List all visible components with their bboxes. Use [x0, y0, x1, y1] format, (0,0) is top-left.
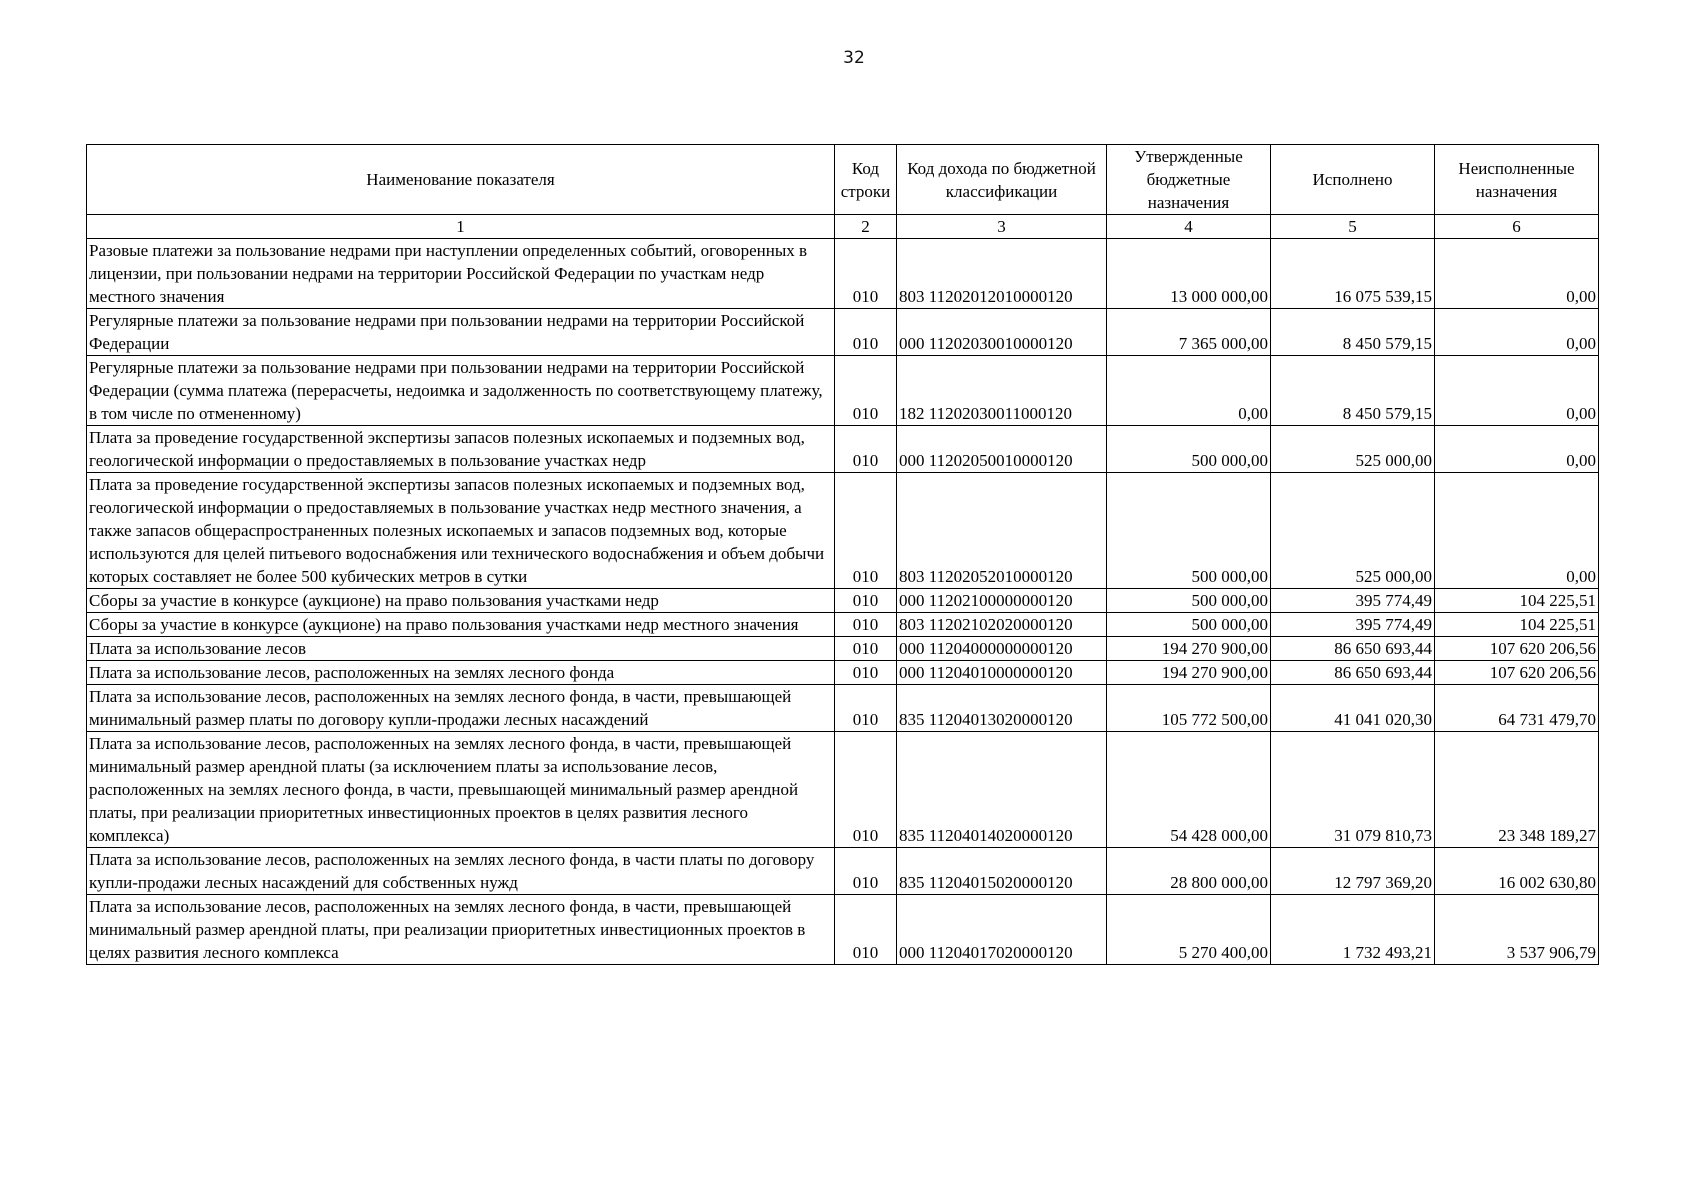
executed-amount: 395 774,49 — [1271, 613, 1435, 637]
income-code: 000 11202100000000120 — [897, 589, 1107, 613]
income-code: 803 11202102020000120 — [897, 613, 1107, 637]
executed-amount: 86 650 693,44 — [1271, 661, 1435, 685]
column-number: 1 — [87, 215, 835, 239]
unexecuted-amount: 107 620 206,56 — [1435, 637, 1599, 661]
approved-amount: 13 000 000,00 — [1107, 239, 1271, 309]
income-code: 000 11202050010000120 — [897, 426, 1107, 473]
page-number: 32 — [843, 48, 865, 68]
header-income-code: Код дохода по бюджетной классификации — [897, 145, 1107, 215]
indicator-name: Плата за использование лесов, расположенных на землях лесного фонда, в части платы по договору купли-продажи лесных насаждений для собственных нужд — [87, 848, 835, 895]
header-executed: Исполнено — [1271, 145, 1435, 215]
executed-amount: 12 797 369,20 — [1271, 848, 1435, 895]
unexecuted-amount: 0,00 — [1435, 309, 1599, 356]
executed-amount: 525 000,00 — [1271, 426, 1435, 473]
table-row — [87, 732, 1599, 848]
indicator-name: Плата за проведение государственной экспертизы запасов полезных ископаемых и подземных вод, геологической информации о предоставляемых в пользование участках недр местного значения, а также запасов общераспространенных полезных ископаемых и запасов подземных вод, которые используются для целей питьевого водоснабжения или технического водоснабжения и объем добычи которых составляет не более 500 кубических метров в сутки — [87, 473, 835, 589]
executed-amount: 31 079 810,73 — [1271, 732, 1435, 848]
income-code: 803 11202012010000120 — [897, 239, 1107, 309]
approved-amount: 105 772 500,00 — [1107, 685, 1271, 732]
executed-amount: 1 732 493,21 — [1271, 895, 1435, 965]
approved-amount: 500 000,00 — [1107, 473, 1271, 589]
approved-amount: 500 000,00 — [1107, 613, 1271, 637]
executed-amount: 41 041 020,30 — [1271, 685, 1435, 732]
row-code: 010 — [835, 661, 897, 685]
income-code: 000 11204010000000120 — [897, 661, 1107, 685]
income-code: 182 11202030011000120 — [897, 356, 1107, 426]
income-code: 835 11204013020000120 — [897, 685, 1107, 732]
row-code: 010 — [835, 356, 897, 426]
approved-amount: 194 270 900,00 — [1107, 637, 1271, 661]
approved-amount: 54 428 000,00 — [1107, 732, 1271, 848]
approved-amount: 7 365 000,00 — [1107, 309, 1271, 356]
indicator-name: Плата за использование лесов, расположенных на землях лесного фонда, в части, превышающей минимальный размер арендной платы, при реализации приоритетных инвестиционных проектов в целях развития лесного комплекса — [87, 895, 835, 965]
row-code: 010 — [835, 685, 897, 732]
income-code: 835 11204014020000120 — [897, 732, 1107, 848]
column-number: 6 — [1435, 215, 1599, 239]
table-row — [87, 637, 1599, 661]
approved-amount: 500 000,00 — [1107, 426, 1271, 473]
budget-execution-table — [86, 144, 1599, 965]
income-code: 000 11204017020000120 — [897, 895, 1107, 965]
income-code: 835 11204015020000120 — [897, 848, 1107, 895]
table-row — [87, 239, 1599, 309]
column-number: 2 — [835, 215, 897, 239]
indicator-name: Плата за проведение государственной экспертизы запасов полезных ископаемых и подземных вод, геологической информации о предоставляемых в пользование участках недр — [87, 426, 835, 473]
executed-amount: 395 774,49 — [1271, 589, 1435, 613]
table-row — [87, 473, 1599, 589]
approved-amount: 0,00 — [1107, 356, 1271, 426]
unexecuted-amount: 64 731 479,70 — [1435, 685, 1599, 732]
table-row — [87, 356, 1599, 426]
indicator-name: Плата за использование лесов — [87, 637, 835, 661]
income-code: 000 11204000000000120 — [897, 637, 1107, 661]
table-row — [87, 426, 1599, 473]
unexecuted-amount: 0,00 — [1435, 426, 1599, 473]
unexecuted-amount: 104 225,51 — [1435, 589, 1599, 613]
unexecuted-amount: 0,00 — [1435, 356, 1599, 426]
table-row — [87, 895, 1599, 965]
table-row — [87, 848, 1599, 895]
column-number: 3 — [897, 215, 1107, 239]
table-row — [87, 309, 1599, 356]
column-number-row — [87, 215, 1599, 239]
row-code: 010 — [835, 473, 897, 589]
row-code: 010 — [835, 732, 897, 848]
indicator-name: Плата за использование лесов, расположенных на землях лесного фонда, в части, превышающей минимальный размер платы по договору купли-продажи лесных насаждений — [87, 685, 835, 732]
header-row — [87, 145, 1599, 215]
income-code: 803 11202052010000120 — [897, 473, 1107, 589]
executed-amount: 8 450 579,15 — [1271, 356, 1435, 426]
approved-amount: 5 270 400,00 — [1107, 895, 1271, 965]
unexecuted-amount: 23 348 189,27 — [1435, 732, 1599, 848]
indicator-name: Плата за использование лесов, расположенных на землях лесного фонда, в части, превышающей минимальный размер арендной платы (за исключением платы за использование лесов, расположенных на землях лесного фонда, в части, превышающей минимальный размер арендной платы, при реализации приоритетных инвестиционных проектов в целях развития лесного комплекса) — [87, 732, 835, 848]
executed-amount: 16 075 539,15 — [1271, 239, 1435, 309]
indicator-name: Регулярные платежи за пользование недрами при пользовании недрами на территории Российской Федерации (сумма платежа (перерасчеты, недоимка и задолженность по соответствующему платежу, в том числе по отмененному) — [87, 356, 835, 426]
header-row-code: Код строки — [835, 145, 897, 215]
table-row — [87, 613, 1599, 637]
approved-amount: 500 000,00 — [1107, 589, 1271, 613]
executed-amount: 525 000,00 — [1271, 473, 1435, 589]
indicator-name: Регулярные платежи за пользование недрами при пользовании недрами на территории Российской Федерации — [87, 309, 835, 356]
approved-amount: 28 800 000,00 — [1107, 848, 1271, 895]
table-row — [87, 661, 1599, 685]
row-code: 010 — [835, 895, 897, 965]
income-code: 000 11202030010000120 — [897, 309, 1107, 356]
row-code: 010 — [835, 848, 897, 895]
row-code: 010 — [835, 613, 897, 637]
row-code: 010 — [835, 309, 897, 356]
table-row — [87, 589, 1599, 613]
header-name: Наименование показателя — [87, 145, 835, 215]
unexecuted-amount: 107 620 206,56 — [1435, 661, 1599, 685]
row-code: 010 — [835, 589, 897, 613]
row-code: 010 — [835, 239, 897, 309]
column-number: 5 — [1271, 215, 1435, 239]
executed-amount: 86 650 693,44 — [1271, 637, 1435, 661]
indicator-name: Сборы за участие в конкурсе (аукционе) на право пользования участками недр — [87, 589, 835, 613]
unexecuted-amount: 104 225,51 — [1435, 613, 1599, 637]
row-code: 010 — [835, 426, 897, 473]
executed-amount: 8 450 579,15 — [1271, 309, 1435, 356]
approved-amount: 194 270 900,00 — [1107, 661, 1271, 685]
indicator-name: Плата за использование лесов, расположенных на землях лесного фонда — [87, 661, 835, 685]
header-unexecuted: Неисполненные назначения — [1435, 145, 1599, 215]
unexecuted-amount: 16 002 630,80 — [1435, 848, 1599, 895]
indicator-name: Разовые платежи за пользование недрами при наступлении определенных событий, оговоренных в лицензии, при пользовании недрами на территории Российской Федерации по участкам недр местного значения — [87, 239, 835, 309]
column-number: 4 — [1107, 215, 1271, 239]
row-code: 010 — [835, 637, 897, 661]
unexecuted-amount: 0,00 — [1435, 239, 1599, 309]
indicator-name: Сборы за участие в конкурсе (аукционе) на право пользования участками недр местного значения — [87, 613, 835, 637]
header-approved: Утвержденные бюджетные назначения — [1107, 145, 1271, 215]
unexecuted-amount: 3 537 906,79 — [1435, 895, 1599, 965]
unexecuted-amount: 0,00 — [1435, 473, 1599, 589]
table-row — [87, 685, 1599, 732]
